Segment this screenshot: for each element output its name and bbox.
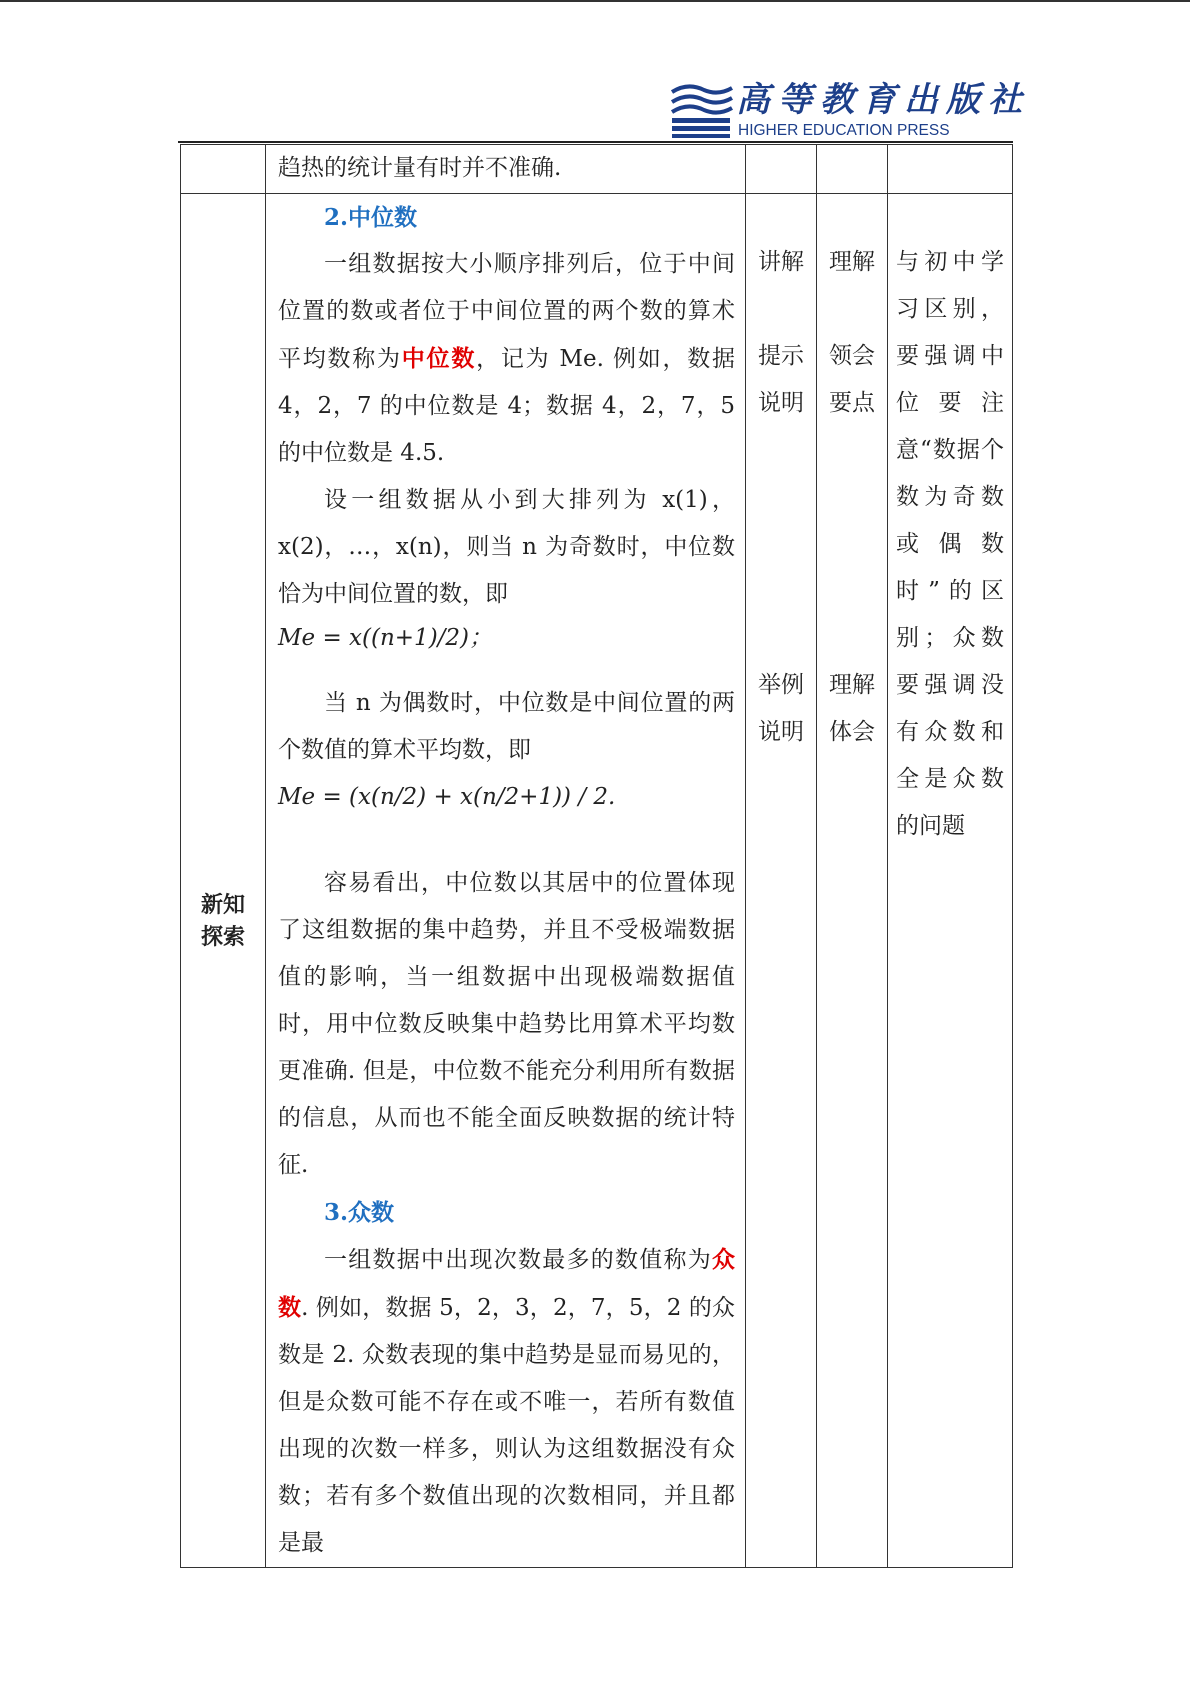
paragraph-mode-definition: 一组数据中出现次数最多的数值称为众数. 例如，数据 5，2，3，2，7，5，2 的众数是 2. 众数表现的集中趋势是显而易见的，但是众数可能不存在或不唯一，若所有数值出现的次数一样多，则认为这组数据没有众数；若有多个数值出现的次数相同，并且都是最 bbox=[278, 1246, 735, 1556]
publisher-logo bbox=[668, 80, 1030, 140]
design-intent-text: 与初中学习区别，要强调中位要注意“数据个数为奇数或偶数时”的区别；众数要强调没有众数和全是众数的问题 bbox=[896, 249, 1004, 839]
publisher-emblem-icon bbox=[668, 82, 736, 138]
content-cell bbox=[266, 194, 746, 1568]
design-intent-cell bbox=[888, 145, 1013, 194]
table-row bbox=[181, 194, 1013, 1568]
heading-median: 2.中位数 bbox=[324, 204, 418, 231]
student-activity-cell bbox=[817, 145, 888, 194]
teacher-activity-cell bbox=[746, 194, 817, 1568]
paragraph-median-odd: 设一组数据从小到大排列为 x(1)，x(2)，…，x(n)，则当 n 为奇数时，中位数恰为中间位置的数，即 bbox=[278, 487, 735, 607]
section-label: 新知 探索 bbox=[200, 892, 245, 950]
paragraph-median-even: 当 n 为偶数时，中位数是中间位置的两个数值的算术平均数，即 bbox=[278, 690, 735, 763]
table-row bbox=[181, 145, 1013, 194]
formula-median-even: Me = (x(n/2) + x(n/2+1)) / 2. bbox=[278, 784, 616, 810]
student-activity-cell bbox=[817, 194, 888, 1568]
publisher-name-en: HIGHER EDUCATION PRESS bbox=[738, 122, 950, 139]
lesson-plan-table bbox=[180, 144, 1013, 1568]
teacher-activity-3: 举例 说明 bbox=[758, 672, 804, 745]
content-cell bbox=[266, 145, 746, 194]
student-activity-1: 理解 bbox=[829, 249, 875, 275]
page-top-border bbox=[0, 0, 1190, 2]
heading-mode: 3.众数 bbox=[324, 1199, 395, 1226]
term-mode: 众数 bbox=[278, 1246, 735, 1321]
section-cell bbox=[181, 194, 266, 1568]
section-cell bbox=[181, 145, 266, 194]
paragraph-median-definition: 一组数据按大小顺序排列后，位于中间位置的数或者位于中间位置的两个数的算术平均数称为中位数，记为 Me. 例如，数据 4，2，7 的中位数是 4；数据 4，2，7，5 的中位数是 4.5. bbox=[278, 251, 735, 466]
teacher-activity-cell bbox=[746, 145, 817, 194]
content-continuation: 趋热的统计量有时并不准确. bbox=[278, 155, 562, 181]
formula-median-odd: Me = x((n+1)/2)； bbox=[278, 625, 493, 651]
teacher-activity-2: 提示 说明 bbox=[758, 343, 804, 416]
student-activity-2: 领会 要点 bbox=[829, 343, 875, 416]
student-activity-3: 理解 体会 bbox=[829, 672, 875, 745]
paragraph-median-property: 容易看出，中位数以其居中的位置体现了这组数据的集中趋势，并且不受极端数据值的影响，当一组数据中出现极端数据值时，用中位数反映集中趋势比用算术平均数更准确. 但是，中位数不能充分利用所有数据的信息，从而也不能全面反映数据的统计特征. bbox=[278, 870, 735, 1178]
publisher-name-cn: 高等教育出版社 bbox=[736, 80, 1030, 120]
term-median: 中位数 bbox=[401, 345, 477, 372]
teacher-activity-1: 讲解 bbox=[758, 249, 804, 275]
header-rule bbox=[178, 141, 1013, 143]
design-intent-cell bbox=[888, 194, 1013, 1568]
